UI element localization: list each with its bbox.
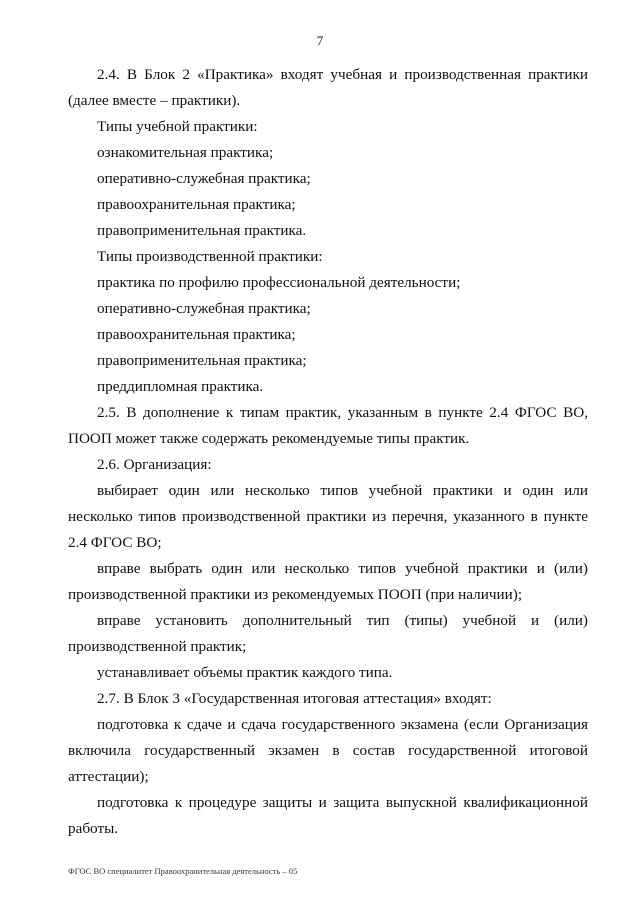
list-item: правоприменительная практика; [97, 352, 307, 369]
paragraph-2-5: 2.5. В дополнение к типам практик, указанным в пункте 2.4 ФГОС ВО, ПООП может также содержать рекомендуемые типы практик. [68, 404, 588, 447]
paragraph-2-4: 2.4. В Блок 2 «Практика» входят учебная и производственная практики (далее вместе – практики). [68, 66, 588, 109]
paragraph-2-6: 2.6. Организация: [97, 456, 212, 473]
list-item: правоохранительная практика; [97, 326, 296, 343]
list-item: ознакомительная практика; [97, 144, 274, 161]
list-item: устанавливает объемы практик каждого типа. [97, 664, 393, 681]
list-item: выбирает один или несколько типов учебной практики и один или несколько типов производственной практики из перечня, указанного в пункте 2.4 ФГОС ВО; [68, 482, 588, 551]
page-footer: ФГОС ВО специалитет Правоохранительная деятельность – 05 [68, 866, 298, 876]
document-body [68, 62, 588, 842]
list-item: подготовка к сдаче и сдача государственного экзамена (если Организация включила государственный экзамен в состав государственной итоговой аттестации); [68, 716, 588, 785]
list-item: практика по профилю профессиональной деятельности; [97, 274, 461, 291]
list-item: правоприменительная практика. [97, 222, 307, 239]
paragraph-training-types-heading: Типы учебной практики: [97, 118, 258, 135]
paragraph-2-7: 2.7. В Блок 3 «Государственная итоговая аттестация» входят: [97, 690, 492, 707]
page-number: 7 [316, 33, 324, 48]
list-item: вправе установить дополнительный тип (типы) учебной и (или) производственной практик; [68, 612, 588, 655]
paragraph-production-types-heading: Типы производственной практики: [97, 248, 323, 265]
list-item: подготовка к процедуре защиты и защита выпускной квалификационной работы. [68, 794, 588, 837]
list-item: вправе выбрать один или несколько типов учебной практики и (или) производственной практики из рекомендуемых ПООП (при наличии); [68, 560, 588, 603]
list-item: оперативно-служебная практика; [97, 300, 311, 317]
list-item: преддипломная практика. [97, 378, 264, 395]
list-item: оперативно-служебная практика; [97, 170, 311, 187]
list-item: правоохранительная практика; [97, 196, 296, 213]
